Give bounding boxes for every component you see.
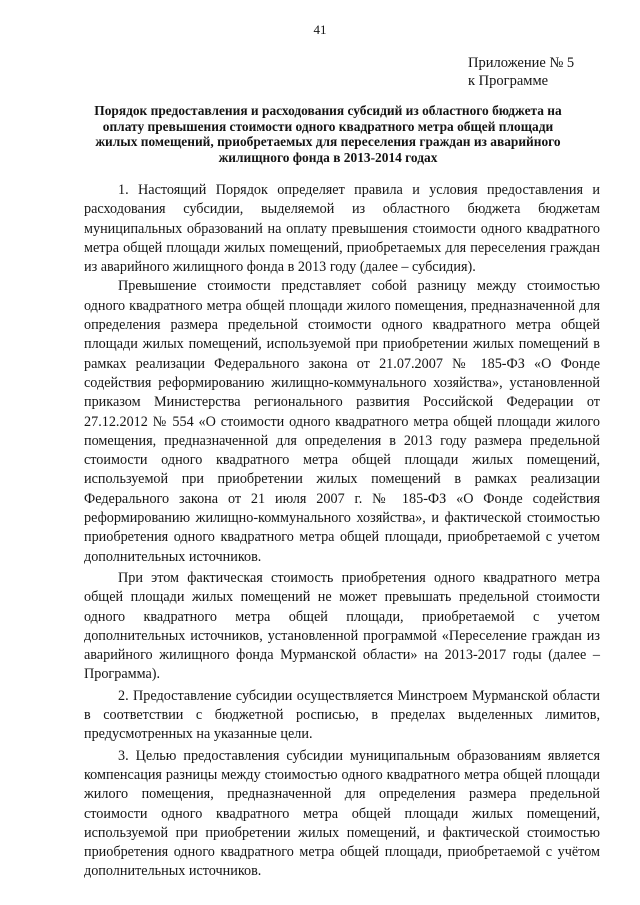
document-body (84, 181, 600, 882)
page-number: 41 (313, 22, 327, 37)
document-title: Порядок предоставления и расходования субсидий из областного бюджета на оплату превышения стоимости одного квадратного метра общей площади жилых помещений, приобретаемых для переселения граждан из аварийного жилищного фонда в 2013-2014 годах (94, 103, 562, 165)
paragraph-3: При этом фактическая стоимость приобретения одного квадратного метра общей площади жилых помещений не может превышать предельной стоимости одного квадратного метра общей площади, приобретаемой с учетом дополнительных источников, установленной программой «Переселение граждан из аварийного жилищного фонда Мурманской области» на 2013-2017 годы (далее – Программа). (84, 569, 600, 683)
appendix-reference: к Программе (468, 73, 549, 89)
appendix-number: Приложение № 5 (468, 55, 575, 71)
paragraph-2: Превышение стоимости представляет собой разницу между стоимостью одного квадратного метра общей площади жилого помещения, предназначенной для определения размера предельной стоимости одного квадратного метра общей площади жилых помещений, используемой при приобретении жилых помещений в рамках реализации Федерального закона от 21.07.2007 № 185-ФЗ «О Фонде содействия реформированию жилищно-коммунального хозяйства», установленной приказом Министерства регионального развития Российской Федерации от 27.12.2012 № 554 «О стоимости одного квадратного метра общей площади жилого помещения, предназначенной для определения в 2013 году размера предельной стоимости одного квадратного метра общей площади жилых помещений, используемой при приобретении жилых помещений в рамках реализации Федерального закона от 21 июля 2007 г. № 185-ФЗ «О Фонде содействия реформированию жилищно-коммунального хозяйства», и фактической стоимостью приобретения одного квадратного метра общей площади, приобретаемой с учетом дополнительных источников. (84, 278, 600, 565)
paragraph-5: 3. Целью предоставления субсидии муниципальным образованиям является компенсация разницы между стоимостью одного квадратного метра общей площади жилого помещения, предназначенной для определения размера предельной стоимости одного квадратного метра общей площади жилых помещений, используемой при приобретении жилых помещений, и фактической стоимостью приобретения одного квадратного метра общей площади, приобретаемой с учётом дополнительных источников. (84, 747, 600, 880)
paragraph-4: 2. Предоставление субсидии осуществляется Минстроем Мурманской области в соответствии с бюджетной росписью, в пределах выделенных лимитов, предусмотренных на указанные цели. (84, 687, 600, 743)
appendix-header (468, 54, 574, 90)
paragraph-1: 1. Настоящий Порядок определяет правила и условия предоставления и расходования субсидии, выделяемой из областного бюджета бюджетам муниципальных образований на оплату превышения стоимости одного квадратного метра общей площади жилых помещений, приобретаемых для переселения граждан из аварийного жилищного фонда в 2013 году (далее – субсидия). (84, 182, 600, 276)
